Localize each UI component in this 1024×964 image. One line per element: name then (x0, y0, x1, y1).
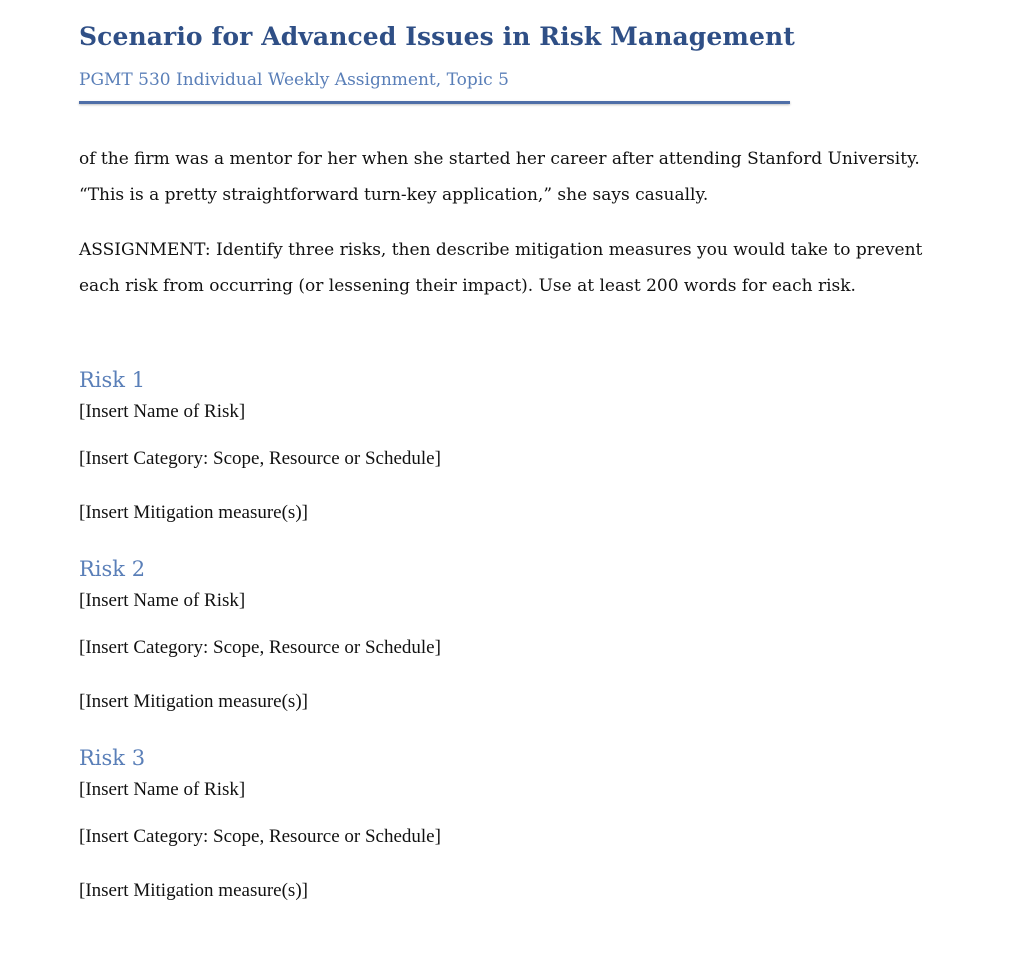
risk-2-mitigation: [Insert Mitigation measure(s)] (79, 691, 308, 712)
risk-1-mitigation: [Insert Mitigation measure(s)] (79, 502, 308, 523)
risk-3-name: [Insert Name of Risk] (79, 779, 246, 800)
risk-2-category: [Insert Category: Scope, Resource or Schedule] (79, 637, 441, 658)
risk-1-heading: Risk 1 (79, 368, 146, 392)
assignment-paragraph: ASSIGNMENT: Identify three risks, then describe mitigation measures you would take to prevent each risk from occurring (or lessening their impact). Use at least 200 words for each risk. (79, 240, 923, 296)
risk-2-heading: Risk 2 (79, 557, 146, 581)
scenario-paragraph: of the firm was a mentor for her when she started her career after attending Stanford University. “This is a pretty straightforward turn-key application,” she says casually. (79, 149, 920, 205)
risk-3-category: [Insert Category: Scope, Resource or Schedule] (79, 826, 441, 847)
document-subtitle: PGMT 530 Individual Weekly Assignment, Topic 5 (79, 70, 509, 90)
risk-1-category: [Insert Category: Scope, Resource or Schedule] (79, 448, 441, 469)
document-title: Scenario for Advanced Issues in Risk Management (79, 22, 795, 51)
risk-3-mitigation: [Insert Mitigation measure(s)] (79, 880, 308, 901)
risk-2-name: [Insert Name of Risk] (79, 590, 246, 611)
risk-1-name: [Insert Name of Risk] (79, 401, 246, 422)
risk-3-heading: Risk 3 (79, 746, 146, 770)
header-rule (79, 101, 790, 104)
